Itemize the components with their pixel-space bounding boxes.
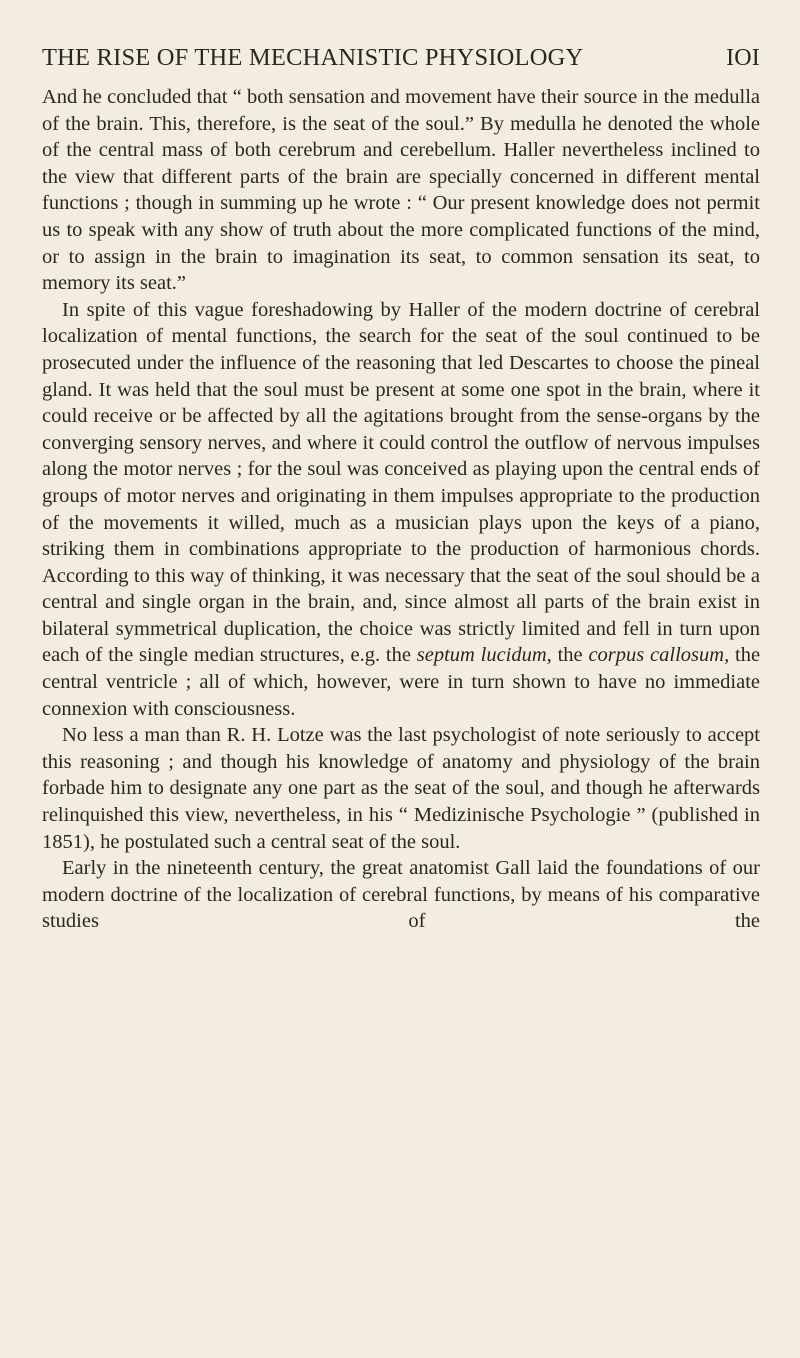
page-body (42, 84, 760, 935)
page-header (42, 44, 760, 72)
italic-corpus-callosum: corpus callosum, (588, 644, 730, 667)
paragraph-2-part-b: the (557, 644, 583, 667)
italic-septum-lucidum: septum lucidum, (416, 644, 552, 667)
paragraph-1: And he concluded that “ both sensation and movement have their source in the medulla of the brain. This, therefore, is the seat of the soul.” By medulla he denoted the whole of the central mass of both cerebrum and cerebellum. Haller nevertheless inclined to the view that different parts of the brain are specially concerned in different mental functions ; though in summing up he wrote : “ Our present knowledge does not permit us to speak with any show of truth about the more complicated functions of the mind, or to assign in the brain to imagination its seat, to common sensation its seat, to memory its seat.” (42, 86, 760, 295)
book-page (42, 44, 760, 935)
page-number: IOI (726, 45, 760, 71)
running-title: THE RISE OF THE MECHANISTIC PHYSIOLOGY (42, 44, 584, 71)
paragraph-2 (42, 297, 760, 723)
paragraph-4: Early in the nineteenth century, the great anatomist Gall laid the foundations of our modern doctrine of the localization of cerebral functions, by means of his comparative studies of the (42, 857, 760, 933)
paragraph-3: No less a man than R. H. Lotze was the last psychologist of note seriously to accept this reasoning ; and though his knowledge of anatomy and physiology of the brain forbade him to designate any one part as the seat of the soul, and though he afterwards relinquished this view, nevertheless, in his “ Medizinische Psychologie ” (published in 1851), he postulated such a central seat of the soul. (42, 724, 760, 853)
paragraph-2-part-c: the central ventricle ; all of which, however, were in turn shown to have no immediate connexion with consciousness. (42, 644, 761, 720)
paragraph-2-part-a: In spite of this vague foreshadowing by Haller of the modern doctrine of cerebral localization of mental functions, the search for the seat of the soul continued to be prosecuted under the influence of the reasoning that led Descartes to choose the pineal gland. It was held that the soul must be present at some one spot in the brain, where it could receive or be affected by all the agitations brought from the sense-organs by the converging sensory nerves, and where it could control the outflow of nervous impulses along the motor nerves ; for the soul was conceived as playing upon the central ends of groups of motor nerves and originating in them impulses appropriate to the production of the movements it willed, much as a musician plays upon the keys of a piano, striking them in combinations appropriate to the production of harmonious chords. According to this way of thinking, it was necessary that the seat of the soul should be a central and single organ in the brain, and, since almost all parts of the brain exist in bilateral symmetrical duplication, the choice was strictly limited and fell in turn upon each of the single median structures, e.g. the (42, 298, 760, 667)
